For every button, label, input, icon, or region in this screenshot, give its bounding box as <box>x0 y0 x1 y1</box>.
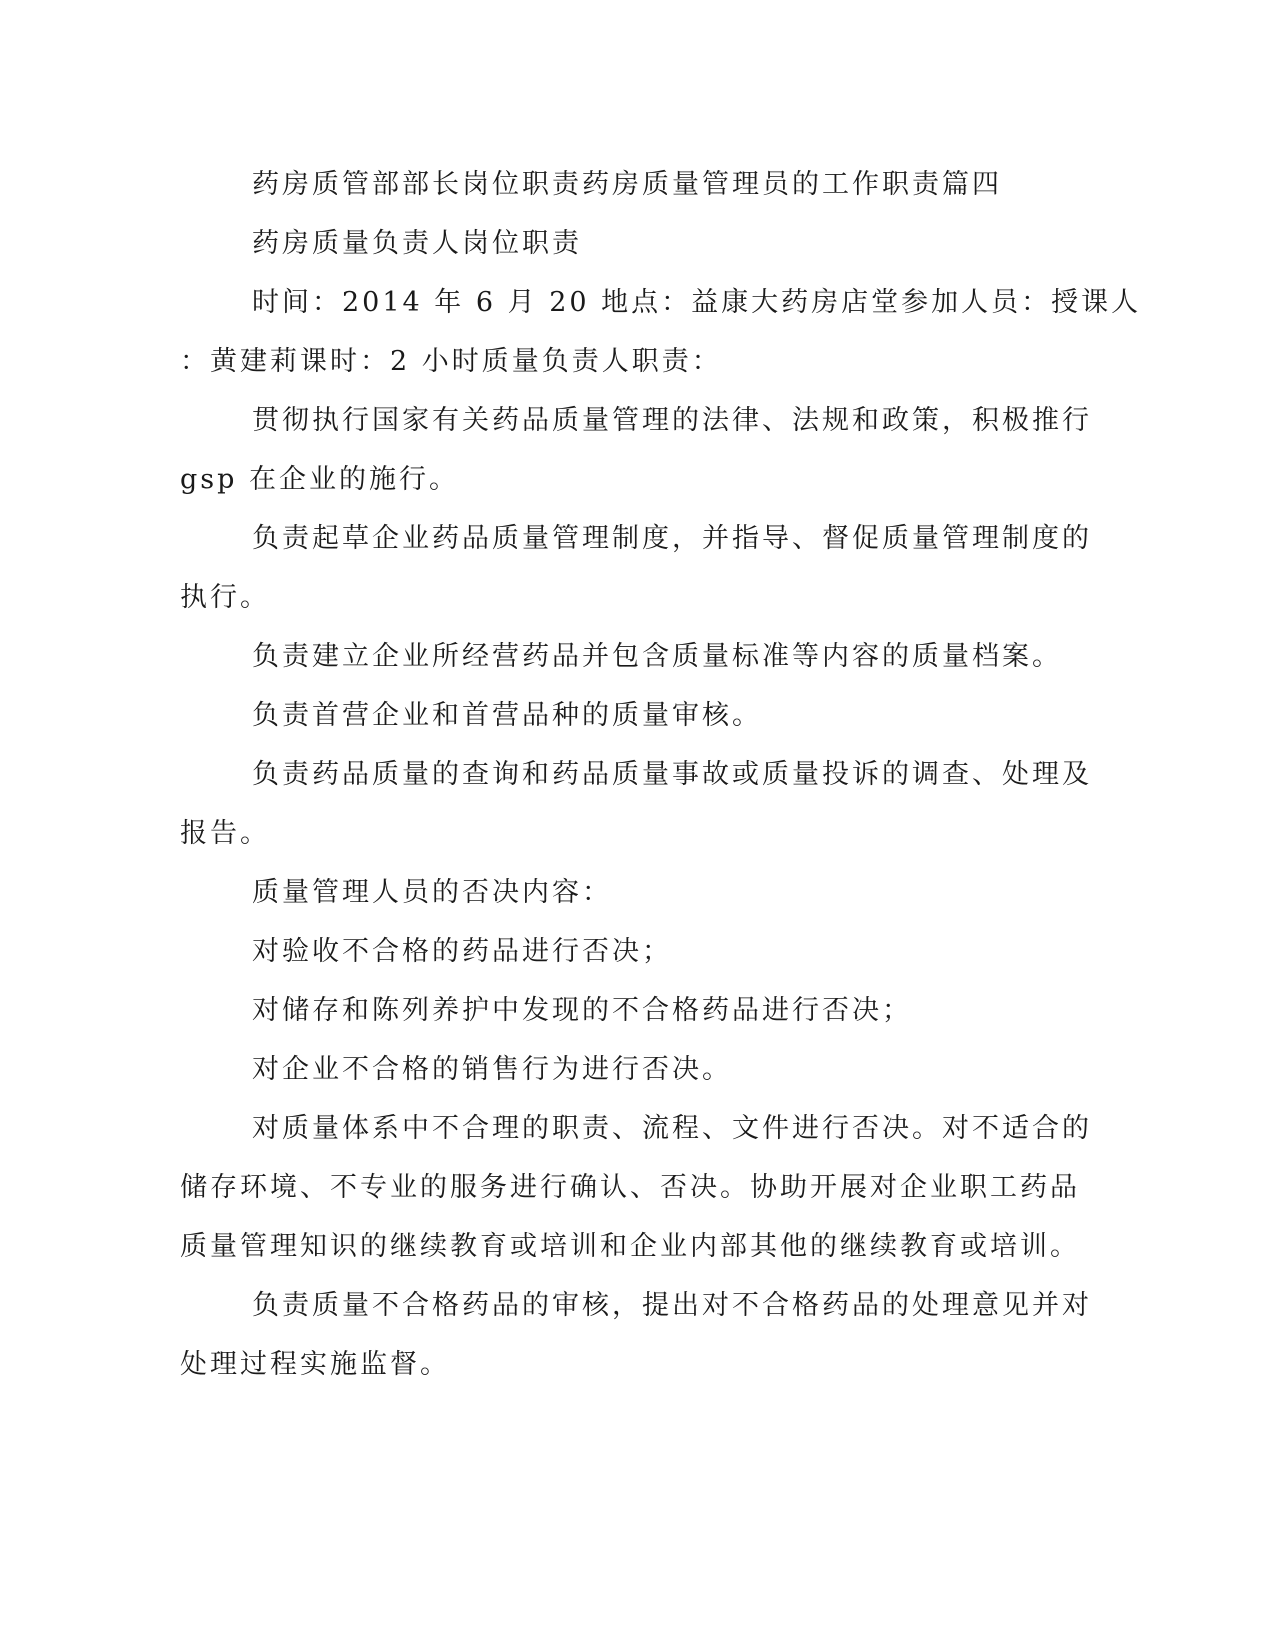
text-line: 负责建立企业所经营药品并包含质量标准等内容的质量档案。 <box>252 641 1062 672</box>
text-line: 负责首营企业和首营品种的质量审核。 <box>252 700 762 731</box>
text-line: gsp 在企业的施行。 <box>180 464 460 495</box>
text-line: 对企业不合格的销售行为进行否决。 <box>252 1054 732 1085</box>
text-line: 负责质量不合格药品的审核，提出对不合格药品的处理意见并对 <box>252 1290 1092 1321</box>
text-line: ：黄建莉课时：2 小时质量负责人职责： <box>180 346 722 377</box>
text-line: 质量管理人员的否决内容： <box>252 877 612 908</box>
text-line: 时间：2014 年 6 月 20 地点：益康大药房店堂参加人员：授课人 <box>252 287 1142 318</box>
text-line: 对验收不合格的药品进行否决； <box>252 936 672 967</box>
subheading-line: 药房质量负责人岗位职责 <box>252 228 582 259</box>
text-line: 储存环境、不专业的服务进行确认、否决。协助开展对企业职工药品 <box>180 1172 1080 1203</box>
text-line: 对质量体系中不合理的职责、流程、文件进行否决。对不适合的 <box>252 1113 1092 1144</box>
text-line: 对储存和陈列养护中发现的不合格药品进行否决； <box>252 995 912 1026</box>
text-line: 报告。 <box>180 818 270 849</box>
heading-line: 药房质管部部长岗位职责药房质量管理员的工作职责篇四 <box>252 169 1002 200</box>
document-page <box>180 155 1142 1415</box>
text-line: 贯彻执行国家有关药品质量管理的法律、法规和政策，积极推行 <box>252 405 1092 436</box>
text-line: 执行。 <box>180 582 270 613</box>
text-line: 质量管理知识的继续教育或培训和企业内部其他的继续教育或培训。 <box>180 1231 1080 1262</box>
text-line: 负责药品质量的查询和药品质量事故或质量投诉的调查、处理及 <box>252 759 1092 790</box>
text-line: 处理过程实施监督。 <box>180 1349 450 1380</box>
text-line: 负责起草企业药品质量管理制度，并指导、督促质量管理制度的 <box>252 523 1092 554</box>
